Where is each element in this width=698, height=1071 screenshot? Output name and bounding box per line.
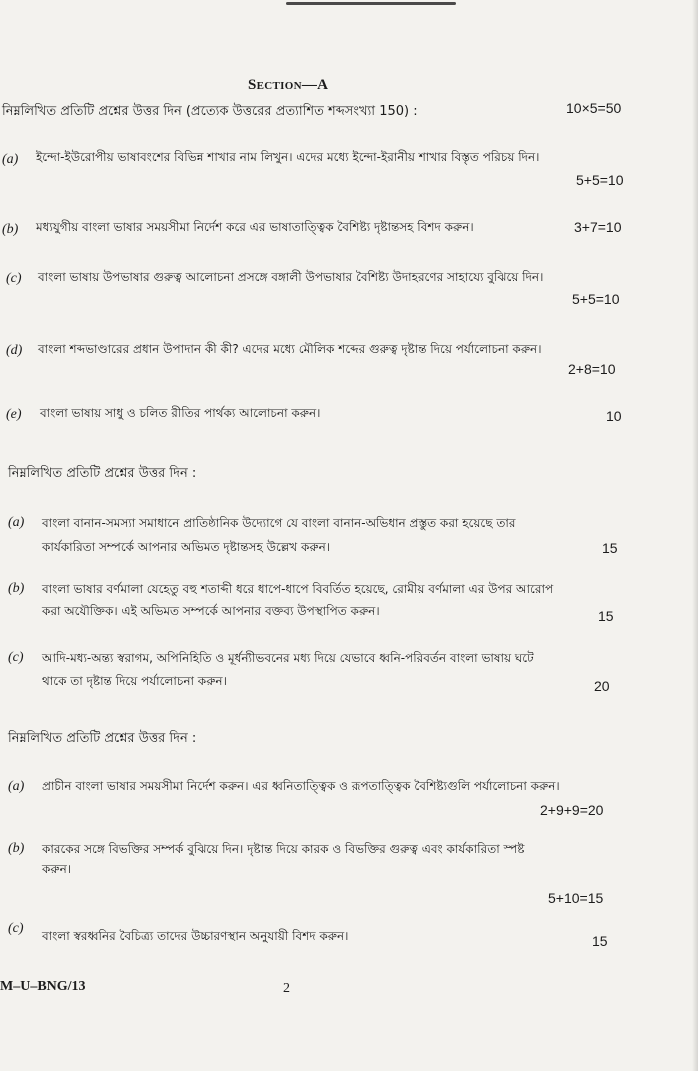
q2a-text-line2: কার্যকারিতা সম্পর্কে আপনার অভিমত দৃষ্টান্তসহ উল্লেখ করুন। [42, 540, 331, 554]
q3a-label: (a) [8, 779, 25, 794]
q3c-label: (c) [8, 921, 24, 936]
q3a-text: প্রাচীন বাংলা ভাষার সময়সীমা নির্দেশ করুন। এর ধ্বনিতাত্ত্বিক ও রূপতাত্ত্বিক বৈশিষ্ট্যগুলি পর্যালোচনা করুন। [42, 779, 560, 793]
q1-total-marks: 10×5=50 [566, 100, 622, 116]
q3b-text-line1: কারকের সঙ্গে বিভক্তির সম্পর্ক বুঝিয়ে দিন। দৃষ্টান্ত দিয়ে কারক ও বিভক্তির গুরুত্ব এবং কার্যকারিতা স্পষ্ট [42, 842, 525, 856]
q1c-text: বাংলা ভাষায় উপভাষার গুরুত্ব আলোচনা প্রসঙ্গে বঙ্গালী উপভাষার বৈশিষ্ট্য উদাহরণের সাহায্যে বুঝিয়ে দিন। [38, 270, 544, 284]
q2-instruction: নিম্নলিখিত প্রতিটি প্রশ্নের উত্তর দিন : [8, 466, 197, 481]
page-number: 2 [283, 981, 290, 996]
q3c-text: বাংলা স্বরধ্বনির বৈচিত্র্য তাদের উচ্চারণস্থান অনুযায়ী বিশদ করুন। [42, 929, 349, 943]
q1e-label: (e) [6, 407, 22, 422]
q3b-marks: 5+10=15 [548, 890, 604, 906]
q3b-text-line2: করুন। [42, 862, 72, 876]
q1b-text: মধ্যযুগীয় বাংলা ভাষার সময়সীমা নির্দেশ করে এর ভাষাতাত্ত্বিক বৈশিষ্ট্য দৃষ্টান্তসহ বিশদ করুন। [36, 220, 474, 234]
q1b-label: (b) [2, 222, 19, 237]
q1c-marks: 5+5=10 [572, 291, 620, 307]
section-heading: Section—A [248, 77, 329, 93]
q2a-text-line1: বাংলা বানান-সমস্যা সমাধানে প্রাতিষ্ঠানিক উদ্যোগে যে বাংলা বানান-অভিধান প্রস্তুত করা হয়েছে তার [42, 516, 516, 530]
q1b-marks: 3+7=10 [574, 219, 622, 235]
q2c-label: (c) [8, 650, 24, 665]
q1c-label: (c) [6, 271, 22, 286]
q2b-text-line2: করা অযৌক্তিক। এই অভিমত সম্পর্কে আপনার বক্তব্য উপস্থাপিত করুন। [42, 604, 380, 618]
q1d-marks: 2+8=10 [568, 361, 616, 377]
binding-mark [286, 2, 456, 5]
q1e-text: বাংলা ভাষায় সাধু ও চলিত রীতির পার্থক্য আলোচনা করুন। [40, 406, 321, 420]
q2c-text-line1: আদি-মধ্য-অন্ত্য স্বরাগম, অপিনিহিতি ও মূর্ধন্যীভবনের মধ্য দিয়ে যেভাবে ধ্বনি-পরিবর্তন বাংলা ভাষায় ঘটে [42, 651, 534, 665]
q2b-text-line1: বাংলা ভাষার বর্ণমালা যেহেতু বহু শতাব্দী ধরে ধাপে-ধাপে বিবর্তিত হয়েছে, রোমীয় বর্ণমালা এর উপর আরোপ [42, 582, 554, 596]
q2a-marks: 15 [602, 540, 618, 556]
paper-code: M–U–BNG/13 [0, 979, 86, 994]
q1-instruction: নিম্নলিখিত প্রতিটি প্রশ্নের উত্তর দিন (প্রত্যেক উত্তরের প্রত্যাশিত শব্দসংখ্যা 150) : [2, 104, 418, 119]
q1d-label: (d) [6, 343, 23, 358]
q2b-label: (b) [8, 581, 25, 596]
q3c-marks: 15 [592, 933, 608, 949]
q1d-text: বাংলা শব্দভাণ্ডারের প্রধান উপাদান কী কী? এদের মধ্যে মৌলিক শব্দের গুরুত্ব দৃষ্টান্ত দিয়ে পর্যালোচনা করুন। [38, 342, 542, 356]
q3-instruction: নিম্নলিখিত প্রতিটি প্রশ্নের উত্তর দিন : [8, 731, 197, 746]
q3b-label: (b) [8, 841, 25, 856]
q1e-marks: 10 [606, 408, 622, 424]
q2c-marks: 20 [594, 678, 610, 694]
q2a-label: (a) [8, 515, 25, 530]
q1a-label: (a) [2, 152, 19, 167]
q1a-text: ইন্দো-ইউরোপীয় ভাষাবংশের বিভিন্ন শাখার নাম লিখুন। এদের মধ্যে ইন্দো-ইরানীয় শাখার বিস্তৃত পরিচয় দিন। [36, 150, 540, 164]
q1a-marks: 5+5=10 [576, 172, 624, 188]
page-edge-shadow [692, 0, 698, 1071]
q2c-text-line2: থাকে তা দৃষ্টান্ত দিয়ে পর্যালোচনা করুন। [42, 674, 227, 688]
q3a-marks: 2+9+9=20 [540, 802, 604, 818]
q2b-marks: 15 [598, 608, 614, 624]
